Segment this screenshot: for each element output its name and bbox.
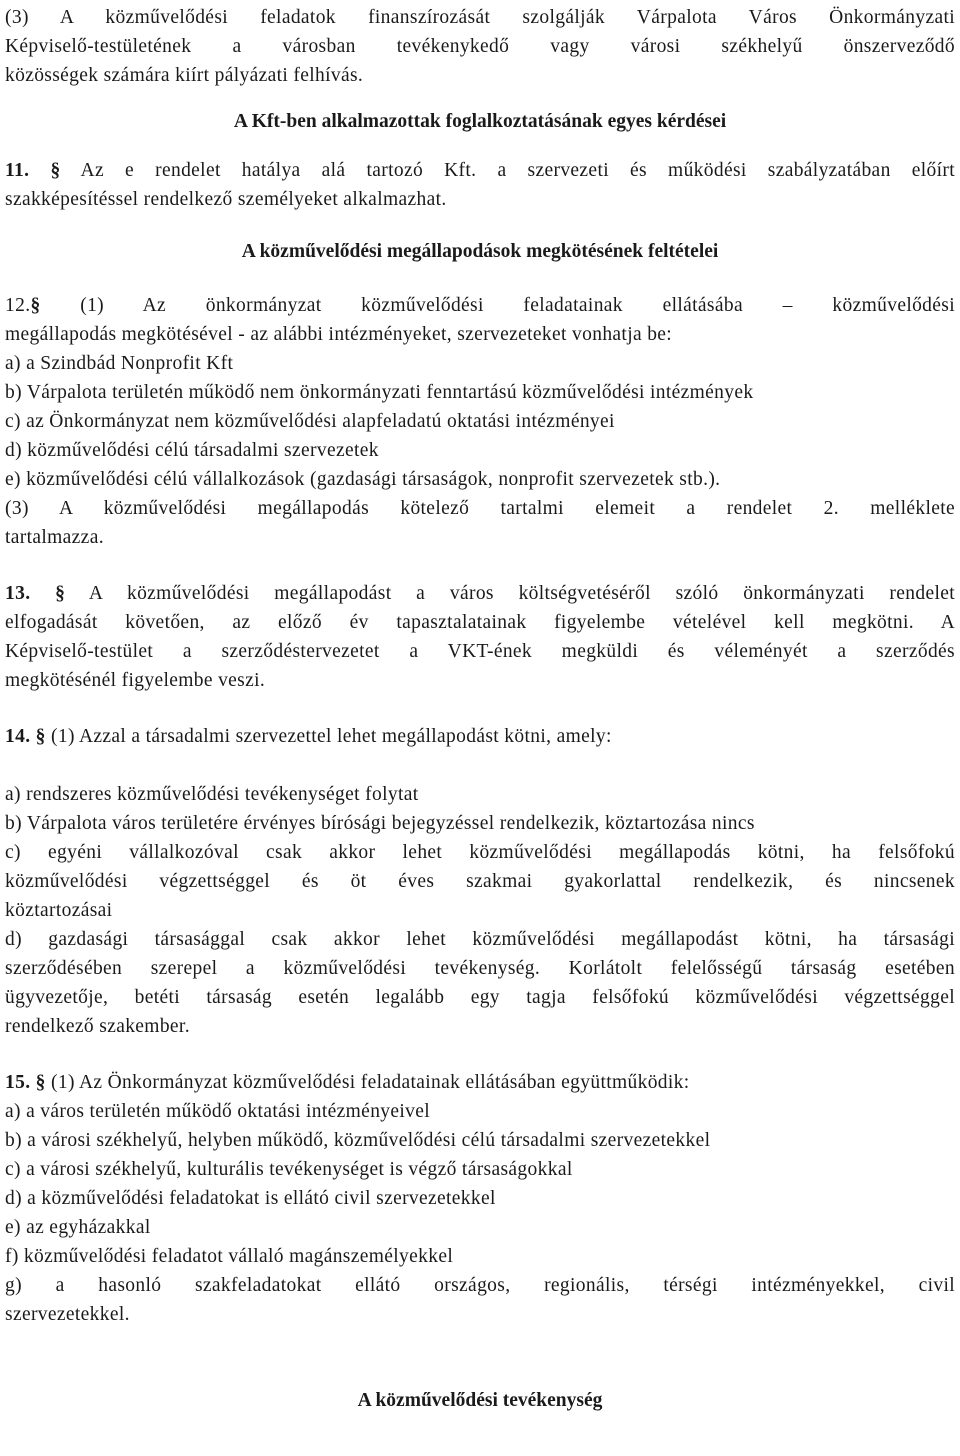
list-item: a) rendszeres közművelődési tevékenységet folytat (5, 784, 419, 805)
section-number: 13. (5, 583, 31, 604)
text-line: megkötésénél figyelembe veszi. (5, 670, 266, 691)
list-item: a) a város területén működő oktatási intézményeivel (5, 1101, 431, 1122)
text-line: szakképesítéssel rendelkező személyeket alkalmazhat. (5, 189, 447, 210)
list-item: d) közművelődési célú társadalmi szervezetek (5, 440, 379, 461)
document-page (5, 0, 955, 1415)
text-line: megállapodás megkötésével - az alábbi intézményeket, szervezeteket vonhatja be: (5, 324, 673, 345)
text-line: tartalmazza. (5, 527, 104, 548)
section-sign: § (50, 160, 61, 181)
section-heading: A közművelődési tevékenység (357, 1390, 603, 1411)
section-number: 14. (5, 726, 31, 747)
list-item: b) Várpalota területén működő nem önkormányzati fenntartású közművelődési intézmények (5, 382, 754, 403)
list-item: c) egyéni vállalkozóval csak akkor lehet közművelődési megállapodás kötni, ha felsőfokú (5, 842, 955, 863)
section-14 (5, 722, 955, 1041)
section-heading: A közművelődési megállapodások megkötésének feltételei (241, 241, 719, 262)
section-sign: § (35, 726, 46, 747)
list-item: f) közművelődési feladatot vállaló magánszemélyekkel (5, 1246, 454, 1267)
text-line (5, 1068, 955, 1097)
text-line (5, 291, 955, 320)
section-sign: § (55, 583, 66, 604)
text-line: szerződésében szerepel a közművelődési tevékenység. Korlátolt felelősségű társaság esetében (5, 958, 955, 979)
section-text: (1) Az önkormányzat közművelődési feladatainak ellátásába – közművelődési (80, 295, 955, 316)
section-12 (5, 291, 955, 552)
list-item: c) az Önkormányzat nem közművelődési alapfeladatú oktatási intézményei (5, 411, 615, 432)
section-text: Az e rendelet hatálya alá tartozó Kft. a szervezeti és működési szabályzatában előírt (80, 160, 955, 181)
text-line: köztartozásai (5, 900, 113, 921)
list-item: d) gazdasági társasággal csak akkor lehet közművelődési megállapodást kötni, ha társasági (5, 929, 955, 950)
list-item: e) az egyházakkal (5, 1217, 151, 1238)
text-line (5, 722, 955, 751)
section-15 (5, 1068, 955, 1329)
text-line: közösségek számára kiírt pályázati felhívás. (5, 65, 364, 86)
section-number: 12. (5, 295, 31, 316)
section-11 (5, 156, 955, 214)
text-line: ügyvezetője, betéti társaság esetén legalább egy tagja felsőfokú közművelődési végzettséggel (5, 987, 955, 1008)
list-item: g) a hasonló szakfeladatokat ellátó országos, regionális, térségi intézményekkel, civil (5, 1275, 955, 1296)
section-text: A közművelődési megállapodást a város költségvetéséről szóló önkormányzati rendelet (88, 583, 956, 604)
text-line: Képviselő-testületének a városban tevékenykedő vagy városi székhelyű önszerveződő (5, 36, 955, 57)
list-item: b) a városi székhelyű, helyben működő, közművelődési célú társadalmi szervezetekkel (5, 1130, 711, 1151)
section-text: (1) Az Önkormányzat közművelődési feladatainak ellátásában együttműködik: (51, 1072, 690, 1093)
section-heading: A Kft-ben alkalmazottak foglalkoztatásának egyes kérdései (233, 111, 727, 132)
section-number: 15. (5, 1072, 31, 1093)
text-line: rendelkező szakember. (5, 1016, 190, 1037)
text-line: Képviselő-testület a szerződéstervezetet a VKT-ének megküldi és véleményét a szerződés (5, 641, 955, 662)
section-sign: § (30, 295, 41, 316)
list-item: a) a Szindbád Nonprofit Kft (5, 353, 234, 374)
text-line: szervezetekkel. (5, 1304, 130, 1325)
text-line: (3) A közművelődési feladatok finanszírozását szolgálják Várpalota Város Önkormányzati (5, 7, 955, 28)
text-line: közművelődési végzettséggel és öt éves szakmai gyakorlattal rendelkezik, és nincsenek (5, 871, 955, 892)
list-item: c) a városi székhelyű, kulturális tevékenységet is végző társaságokkal (5, 1159, 573, 1180)
paragraph-10-3 (5, 3, 955, 90)
section-number: 11. (5, 160, 30, 181)
list-item: e) közművelődési célú vállalkozások (gazdasági társaságok, nonprofit szervezetek stb.). (5, 469, 721, 490)
list-item: b) Várpalota város területére érvényes bírósági bejegyzéssel rendelkezik, köztartozása nincs (5, 813, 755, 834)
section-13 (5, 579, 955, 695)
list-item: d) a közművelődési feladatokat is ellátó civil szervezetekkel (5, 1188, 496, 1209)
text-line (5, 579, 955, 608)
section-sign: § (35, 1072, 46, 1093)
text-line: (3) A közművelődési megállapodás kötelező tartalmi elemeit a rendelet 2. melléklete (5, 498, 955, 519)
text-line (5, 156, 955, 185)
section-text: (1) Azzal a társadalmi szervezettel lehet megállapodást kötni, amely: (51, 726, 612, 747)
text-line: elfogadását követően, az előző év tapasztalatainak figyelembe vételével kell megkötni. A (5, 612, 955, 633)
